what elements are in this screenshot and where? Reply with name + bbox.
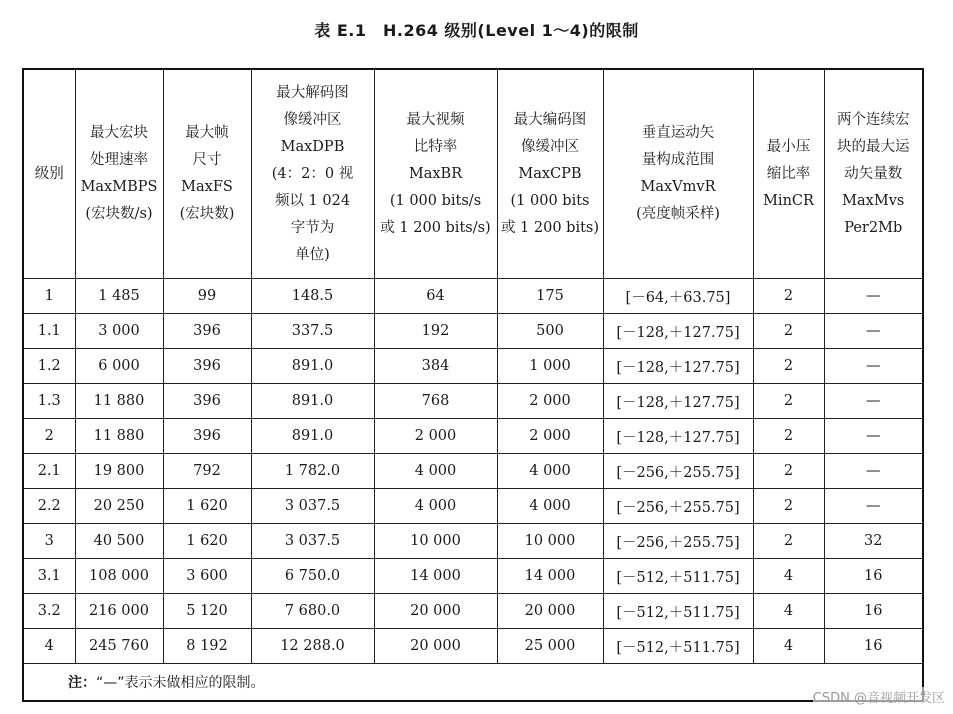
- table-cell: 1.1: [23, 314, 75, 349]
- table-cell: —: [824, 349, 923, 384]
- column-header-line: MaxBR: [408, 165, 463, 182]
- table-cell: 500: [497, 314, 603, 349]
- table-cell: 14 000: [497, 559, 603, 594]
- column-header-line: 处理速率: [90, 152, 148, 168]
- table-cell: —: [824, 384, 923, 419]
- column-header-line: 最大视频: [406, 111, 465, 128]
- column-header-line: 像缓冲区: [521, 138, 579, 155]
- column-header-line: 或 1 200 bits/s): [380, 219, 491, 236]
- table-cell: 1 620: [163, 489, 251, 524]
- table-cell: 14 000: [374, 559, 497, 594]
- table-cell: 2: [753, 314, 824, 349]
- table-row: [23, 454, 923, 489]
- column-header-line: 最大帧: [185, 125, 229, 141]
- table-cell: 891.0: [251, 384, 374, 419]
- table-row: [23, 524, 923, 559]
- table-cell: 5 120: [163, 594, 251, 629]
- column-header-line: 尺寸: [192, 152, 222, 168]
- table-cell: 384: [374, 349, 497, 384]
- table-cell: 1 485: [75, 279, 163, 314]
- table-cell: 175: [497, 279, 603, 314]
- table-row: [23, 559, 923, 594]
- table-cell: [－512,＋511.75]: [603, 594, 753, 629]
- watermark: CSDN @音视频开发区: [813, 687, 945, 706]
- table-row: [23, 279, 923, 314]
- table-cell: 3: [23, 524, 75, 559]
- table-cell: 6 000: [75, 349, 163, 384]
- column-header-line: MaxMBPS: [80, 179, 158, 195]
- column-header-line: MaxMvs: [842, 192, 905, 209]
- column-header: [824, 69, 923, 279]
- column-header-line: 比特率: [413, 138, 458, 155]
- table-cell: 891.0: [251, 349, 374, 384]
- table-cell: 2.1: [23, 454, 75, 489]
- table-cell: 1: [23, 279, 75, 314]
- table-cell: 1 000: [497, 349, 603, 384]
- column-header: [163, 69, 251, 279]
- column-header-line: 像缓冲区: [283, 111, 342, 128]
- table-cell: 2: [753, 454, 824, 489]
- table-cell: 25 000: [497, 629, 603, 664]
- table-cell: 2: [753, 279, 824, 314]
- table-row: [23, 489, 923, 524]
- table-cell: 2 000: [497, 384, 603, 419]
- table-cell: 32: [824, 524, 923, 559]
- column-header-line: MaxFS: [181, 179, 233, 195]
- table-cell: 2: [753, 419, 824, 454]
- table-cell: 2: [753, 524, 824, 559]
- table-cell: 8 192: [163, 629, 251, 664]
- table-cell: [－128,＋127.75]: [603, 349, 753, 384]
- column-header: [603, 69, 753, 279]
- table-cell: 768: [374, 384, 497, 419]
- table-cell: 192: [374, 314, 497, 349]
- table-cell: 4 000: [374, 454, 497, 489]
- table-body: [23, 279, 923, 664]
- table-cell: 4 000: [497, 454, 603, 489]
- table-row: [23, 349, 923, 384]
- table-row: [23, 384, 923, 419]
- column-header: [251, 69, 374, 279]
- column-header-line: (宏块数): [179, 206, 235, 222]
- column-header-line: 块的最大运: [837, 138, 910, 155]
- note-text: “—”表示未做相应的限制。: [96, 675, 265, 691]
- table-cell: —: [824, 489, 923, 524]
- table-cell: 2: [753, 349, 824, 384]
- table-cell: 20 000: [497, 594, 603, 629]
- table-cell: —: [824, 314, 923, 349]
- table-cell: 16: [824, 629, 923, 664]
- table-cell: 11 880: [75, 384, 163, 419]
- table-cell: —: [824, 279, 923, 314]
- table-cell: 3 000: [75, 314, 163, 349]
- table-cell: 3.1: [23, 559, 75, 594]
- column-header-line: 或 1 200 bits): [500, 219, 600, 236]
- table-cell: [－256,＋255.75]: [603, 454, 753, 489]
- column-header: [75, 69, 163, 279]
- table-cell: 3 037.5: [251, 524, 374, 559]
- table-cell: 10 000: [374, 524, 497, 559]
- column-header-line: 级别: [34, 165, 64, 182]
- table-note: [23, 664, 923, 702]
- column-header-line: 最大解码图: [276, 84, 349, 101]
- table-cell: 2: [753, 489, 824, 524]
- table-row: [23, 419, 923, 454]
- column-header-line: (4：2：0 视: [271, 165, 354, 182]
- table-cell: 6 750.0: [251, 559, 374, 594]
- table-cell: 1.3: [23, 384, 75, 419]
- column-header: [374, 69, 497, 279]
- table-cell: —: [824, 454, 923, 489]
- table-cell: 245 760: [75, 629, 163, 664]
- column-header-line: MaxCPB: [518, 165, 582, 182]
- column-header-line: 动矢量数: [844, 165, 903, 182]
- table-cell: 12 288.0: [251, 629, 374, 664]
- table-cell: 4: [753, 594, 824, 629]
- column-header: [23, 69, 75, 279]
- table-row: [23, 629, 923, 664]
- table-cell: 19 800: [75, 454, 163, 489]
- table-cell: 1 620: [163, 524, 251, 559]
- column-header-line: 最小压: [766, 138, 811, 155]
- table-cell: 4: [753, 559, 824, 594]
- table-cell: [－256,＋255.75]: [603, 489, 753, 524]
- table-cell: 64: [374, 279, 497, 314]
- table-cell: 148.5: [251, 279, 374, 314]
- table-cell: 1 782.0: [251, 454, 374, 489]
- table-row: [23, 314, 923, 349]
- table-cell: 792: [163, 454, 251, 489]
- table-cell: 4 000: [374, 489, 497, 524]
- column-header-line: MinCR: [763, 192, 814, 209]
- column-header-line: (1 000 bits: [510, 192, 590, 209]
- table-cell: 40 500: [75, 524, 163, 559]
- table-cell: 10 000: [497, 524, 603, 559]
- note-label: 注：: [68, 675, 96, 691]
- table-cell: 4 000: [497, 489, 603, 524]
- table-cell: 216 000: [75, 594, 163, 629]
- table-cell: 396: [163, 314, 251, 349]
- column-header-line: 量构成范围: [641, 152, 715, 168]
- table-cell: 3 037.5: [251, 489, 374, 524]
- table-cell: 4: [753, 629, 824, 664]
- table-header-row: [23, 69, 923, 279]
- column-header: [497, 69, 603, 279]
- table-cell: 2: [23, 419, 75, 454]
- table-cell: 337.5: [251, 314, 374, 349]
- table-cell: 20 000: [374, 629, 497, 664]
- table-cell: [－512,＋511.75]: [603, 629, 753, 664]
- column-header-line: MaxVmvR: [640, 179, 716, 195]
- column-header-line: 频以 1 024: [274, 192, 351, 209]
- column-header-line: Per2Mb: [844, 219, 903, 236]
- table-cell: 396: [163, 349, 251, 384]
- column-header-line: 垂直运动矢: [641, 125, 715, 141]
- table-cell: 20 250: [75, 489, 163, 524]
- column-header-line: 最大编码图: [513, 111, 587, 128]
- column-header-line: 字节为: [290, 219, 335, 236]
- table-cell: 7 680.0: [251, 594, 374, 629]
- table-cell: [－128,＋127.75]: [603, 384, 753, 419]
- table-cell: [－256,＋255.75]: [603, 524, 753, 559]
- table-cell: [－128,＋127.75]: [603, 314, 753, 349]
- table-title: 表 E.1 H.264 级别(Level 1～4)的限制: [314, 21, 639, 40]
- table-cell: 2 000: [374, 419, 497, 454]
- table-cell: —: [824, 419, 923, 454]
- table-cell: 16: [824, 559, 923, 594]
- level-limits-table: [22, 68, 924, 702]
- table-cell: 2.2: [23, 489, 75, 524]
- column-header-line: 缩比率: [766, 165, 811, 182]
- column-header-line: (1 000 bits/s: [389, 192, 482, 209]
- table-cell: 11 880: [75, 419, 163, 454]
- table-cell: 4: [23, 629, 75, 664]
- table-cell: 891.0: [251, 419, 374, 454]
- table-row: [23, 594, 923, 629]
- column-header-line: 单位): [295, 246, 330, 263]
- table-note-row: [23, 664, 923, 702]
- column-header-line: 最大宏块: [90, 125, 148, 141]
- column-header-line: (亮度帧采样): [636, 206, 720, 222]
- column-header-line: 两个连续宏: [837, 111, 910, 128]
- table-cell: 16: [824, 594, 923, 629]
- table-cell: 1.2: [23, 349, 75, 384]
- table-cell: [－64,＋63.75]: [603, 279, 753, 314]
- table-cell: 3.2: [23, 594, 75, 629]
- table-cell: 3 600: [163, 559, 251, 594]
- table-cell: 2: [753, 384, 824, 419]
- table-cell: 2 000: [497, 419, 603, 454]
- column-header: [753, 69, 824, 279]
- column-header-line: MaxDPB: [280, 138, 345, 155]
- column-header-line: (宏块数/s): [85, 206, 153, 222]
- table-cell: 108 000: [75, 559, 163, 594]
- table-cell: 99: [163, 279, 251, 314]
- table-cell: [－128,＋127.75]: [603, 419, 753, 454]
- table-cell: [－512,＋511.75]: [603, 559, 753, 594]
- table-cell: 396: [163, 384, 251, 419]
- table-cell: 396: [163, 419, 251, 454]
- table-cell: 20 000: [374, 594, 497, 629]
